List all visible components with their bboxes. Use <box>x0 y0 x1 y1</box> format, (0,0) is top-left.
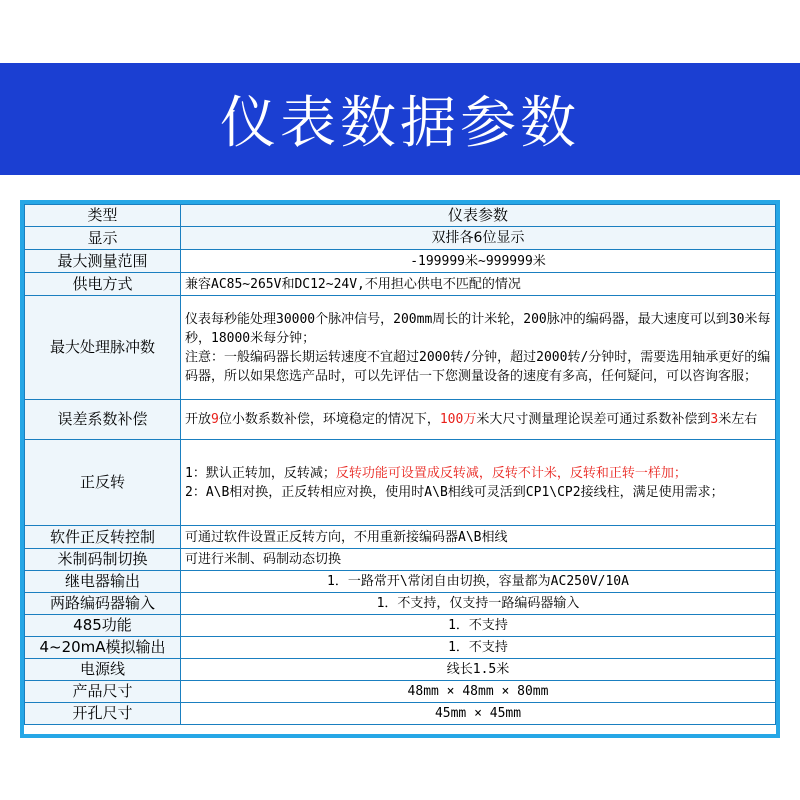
error-text: 米大尺寸测量理论误差可通过系数补偿到 <box>476 412 711 427</box>
row-value: 仪表参数 <box>181 205 776 227</box>
table-row <box>25 571 776 593</box>
row-value: 1．一路常开\常闭自由切换，容量都为AC250V/10A <box>181 571 776 593</box>
row-value <box>181 400 776 440</box>
direction-text: 1：默认正转加，反转减； <box>185 465 336 481</box>
row-value: -199999米~999999米 <box>181 250 776 273</box>
row-value <box>181 296 776 400</box>
table-row <box>25 703 776 725</box>
error-highlight: 100万 <box>439 412 477 427</box>
row-value <box>181 440 776 526</box>
row-key: 继电器输出 <box>25 571 181 593</box>
page-title: 仪表数据参数 <box>220 91 580 156</box>
table-row <box>25 526 776 549</box>
table-row <box>25 681 776 703</box>
row-key: 软件正反转控制 <box>25 526 181 549</box>
row-value: 45mm × 45mm <box>181 703 776 725</box>
row-key: 产品尺寸 <box>25 681 181 703</box>
table-row <box>25 296 776 400</box>
row-key: 米制码制切换 <box>25 549 181 571</box>
table-row <box>25 400 776 440</box>
title-banner <box>0 63 800 175</box>
direction-highlight: 反转功能可设置成反转减，反转不计米，反转和正转一样加； <box>335 465 687 481</box>
error-highlight: 3 <box>710 412 719 427</box>
direction-line-1 <box>185 464 771 483</box>
row-key: 电源线 <box>25 659 181 681</box>
table-row <box>25 440 776 526</box>
row-key: 误差系数补偿 <box>25 400 181 440</box>
table-row <box>25 205 776 227</box>
row-key: 4~20mA模拟输出 <box>25 637 181 659</box>
pulse-line-1: 仪表每秒能处理30000个脉冲信号，200mm周长的计米轮，200脉冲的编码器，最大速度可以到30米每秒，18000米每分钟； <box>185 311 771 346</box>
error-text: 开放 <box>185 412 212 427</box>
row-key: 显示 <box>25 227 181 250</box>
row-key: 最大处理脉冲数 <box>25 296 181 400</box>
row-value: 双排各6位显示 <box>181 227 776 250</box>
row-key: 供电方式 <box>25 273 181 296</box>
row-value: 1．不支持，仅支持一路编码器输入 <box>181 593 776 615</box>
error-text: 位小数系数补偿，环境稳定的情况下， <box>218 412 440 427</box>
row-value: 可进行米制、码制动态切换 <box>181 549 776 571</box>
row-key: 最大测量范围 <box>25 250 181 273</box>
table-row <box>25 273 776 296</box>
table-row <box>25 549 776 571</box>
row-value: 兼容AC85~265V和DC12~24V,不用担心供电不匹配的情况 <box>181 273 776 296</box>
error-highlight: 9 <box>211 412 219 427</box>
row-value: 1．不支持 <box>181 637 776 659</box>
pulse-line-2: 注意：一般编码器长期运转速度不宜超过2000转/分钟，超过2000转/分钟时，需要选用轴承更好的编码器，所以如果您选产品时，可以先评估一下您测量设备的速度有多高，任何疑问，可以咨询客服； <box>185 349 771 384</box>
direction-line-2: 2：A\B相对换，正反转相应对换，使用时A\B相线可灵活到CP1\CP2接线柱，满足使用需求； <box>185 484 724 500</box>
spec-table <box>24 204 776 725</box>
table-row <box>25 227 776 250</box>
error-text: 米左右 <box>718 412 758 427</box>
table-row <box>25 593 776 615</box>
row-value: 线长1.5米 <box>181 659 776 681</box>
table-row <box>25 637 776 659</box>
row-key: 485功能 <box>25 615 181 637</box>
row-key: 正反转 <box>25 440 181 526</box>
table-row <box>25 250 776 273</box>
row-value: 可通过软件设置正反转方向，不用重新接编码器A\B相线 <box>181 526 776 549</box>
row-key: 两路编码器输入 <box>25 593 181 615</box>
row-value: 48mm × 48mm × 80mm <box>181 681 776 703</box>
row-key: 开孔尺寸 <box>25 703 181 725</box>
row-key: 类型 <box>25 205 181 227</box>
table-row <box>25 615 776 637</box>
row-value: 1．不支持 <box>181 615 776 637</box>
table-row <box>25 659 776 681</box>
